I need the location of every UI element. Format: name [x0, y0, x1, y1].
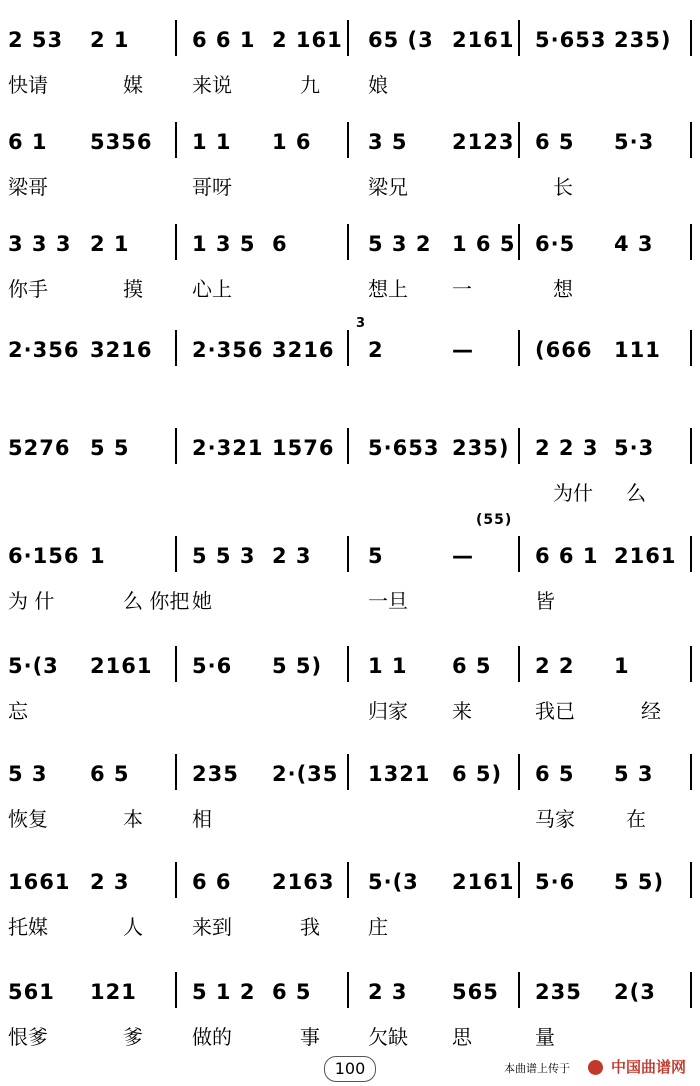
note-group: 2161 — [452, 28, 515, 52]
page-number: 100 — [324, 1056, 376, 1082]
barline — [690, 224, 692, 260]
note-group: 5·3 — [614, 436, 655, 460]
barline — [518, 862, 520, 898]
note-group: 561 — [8, 980, 55, 1004]
barline — [175, 646, 177, 682]
lyric: 来到 — [192, 915, 232, 939]
lyric: 想上 — [368, 277, 408, 301]
note-group: 5276 — [8, 436, 71, 460]
note-group: 6 6 — [192, 870, 232, 894]
note-group: 6 5 — [535, 762, 575, 786]
note-group: 5 3 2 — [368, 232, 432, 256]
barline — [518, 428, 520, 464]
note-group: 2161 — [452, 870, 515, 894]
note-group: 2 2 3 — [535, 436, 599, 460]
barline — [518, 20, 520, 56]
barline — [347, 224, 349, 260]
barline — [347, 862, 349, 898]
lyric: 为什 — [553, 481, 593, 505]
lyric: 么 — [626, 481, 646, 505]
lyric: 事 — [300, 1025, 320, 1049]
barline — [518, 224, 520, 260]
note-group: 5 5) — [272, 654, 323, 678]
barline — [175, 330, 177, 366]
score-line — [0, 852, 700, 956]
barline — [347, 536, 349, 572]
score-line — [0, 10, 700, 114]
lyric: 在 — [626, 807, 646, 831]
barline — [690, 862, 692, 898]
note-group: 2 3 — [90, 870, 130, 894]
note-group: 1 3 5 — [192, 232, 256, 256]
score-line — [0, 320, 700, 424]
lyric: 经 — [641, 699, 661, 723]
lyric: 忘 — [8, 699, 28, 723]
note-group: 1576 — [272, 436, 335, 460]
note-group: 2 2 — [535, 654, 575, 678]
note-group: 2 1 — [90, 28, 130, 52]
score-line — [0, 962, 700, 1066]
barline — [175, 122, 177, 158]
barline — [518, 536, 520, 572]
barline — [690, 646, 692, 682]
lyric: 我 — [300, 915, 320, 939]
barline — [518, 754, 520, 790]
lyric: 长 — [553, 175, 573, 199]
note-group: 2 161 — [272, 28, 343, 52]
score-line — [0, 526, 700, 630]
note-group: 2161 — [614, 544, 677, 568]
note-group: 565 — [452, 980, 499, 1004]
note-group: — — [452, 338, 474, 362]
lyric: 么 你把 — [123, 589, 190, 613]
barline — [175, 428, 177, 464]
note-group: 5 — [368, 544, 384, 568]
note-group: 235) — [452, 436, 510, 460]
note-group: 3 5 — [368, 130, 408, 154]
note-group: 2 3 — [272, 544, 312, 568]
note-group: 4 3 — [614, 232, 654, 256]
lyric: 梁兄 — [368, 175, 408, 199]
note-group: 5 3 — [614, 762, 654, 786]
note-group: 1 6 5 — [452, 232, 516, 256]
note-group: 5·6 — [535, 870, 576, 894]
note-group: 6 5 — [452, 654, 492, 678]
barline — [175, 224, 177, 260]
note-group: 3216 — [272, 338, 335, 362]
lyric: 庄 — [368, 915, 388, 939]
lyric: 量 — [535, 1025, 555, 1049]
barline — [175, 754, 177, 790]
note-group: 235) — [614, 28, 672, 52]
lyric: 马家 — [535, 807, 575, 831]
note-group: 6·5 — [535, 232, 576, 256]
note-group: 5·6 — [192, 654, 233, 678]
lyric: 来 — [452, 699, 472, 723]
note-group: 2·356 — [192, 338, 264, 362]
note-group: 2(3 — [614, 980, 656, 1004]
lyric: 一 — [452, 277, 472, 301]
barline — [347, 646, 349, 682]
note-group: 1 6 — [272, 130, 312, 154]
lyric: 恨爹 — [8, 1025, 48, 1049]
barline — [690, 536, 692, 572]
note-group: 1321 — [368, 762, 431, 786]
barline — [690, 20, 692, 56]
note-group: 5 3 — [8, 762, 48, 786]
note-group: 65 (3 — [368, 28, 434, 52]
lyric: 我已 — [535, 699, 575, 723]
note-group: 6 5 — [535, 130, 575, 154]
lyric: 皆 — [535, 589, 555, 613]
upload-note: 本曲谱上传于 — [504, 1062, 570, 1075]
barline — [518, 330, 520, 366]
barline — [347, 122, 349, 158]
lyric: 为 什 — [8, 589, 55, 613]
grace-note: (55) — [476, 512, 513, 528]
lyric: 快请 — [8, 73, 48, 97]
note-group: 6 1 — [8, 130, 48, 154]
note-group: 2 53 — [8, 28, 64, 52]
score-line — [0, 636, 700, 740]
note-group: 5 5 — [90, 436, 130, 460]
note-group: 6·156 — [8, 544, 80, 568]
barline — [690, 122, 692, 158]
note-group: 6 6 1 — [192, 28, 256, 52]
note-group: 2·356 — [8, 338, 80, 362]
lyric: 摸 — [123, 277, 143, 301]
lyric: 恢复 — [8, 807, 48, 831]
barline — [347, 754, 349, 790]
note-group: 235 — [535, 980, 582, 1004]
lyric: 爹 — [123, 1025, 143, 1049]
note-group: 111 — [614, 338, 661, 362]
note-group: 6 6 1 — [535, 544, 599, 568]
barline — [690, 754, 692, 790]
note-group: 6 5) — [452, 762, 503, 786]
barline — [518, 972, 520, 1008]
lyric: 托媒 — [8, 915, 48, 939]
note-group: 6 5 — [272, 980, 312, 1004]
brand-name: 中国曲谱网 — [610, 1058, 686, 1076]
barline — [690, 972, 692, 1008]
lyric: 媒 — [123, 73, 143, 97]
note-group: 3216 — [90, 338, 153, 362]
barline — [175, 20, 177, 56]
lyric: 本 — [123, 807, 143, 831]
lyric: 做的 — [192, 1025, 232, 1049]
score-line — [0, 214, 700, 318]
note-group: 5 5 3 — [192, 544, 256, 568]
lyric: 你手 — [8, 277, 48, 301]
barline — [347, 428, 349, 464]
note-group: 6 5 — [90, 762, 130, 786]
note-group: 1 1 — [368, 654, 408, 678]
lyric: 娘 — [368, 73, 388, 97]
note-group: 1 — [90, 544, 106, 568]
note-group: 2·(35 — [272, 762, 339, 786]
barline — [347, 20, 349, 56]
note-group: 3 3 3 — [8, 232, 72, 256]
barline — [347, 972, 349, 1008]
note-group: 2163 — [272, 870, 335, 894]
lyric: 想 — [553, 277, 573, 301]
barline — [175, 972, 177, 1008]
note-group: 2123 — [452, 130, 515, 154]
lyric: 欠缺 — [368, 1025, 408, 1049]
lyric: 她 — [192, 589, 212, 613]
note-group: — — [452, 544, 474, 568]
lyric: 九 — [300, 73, 320, 97]
lyric: 来说 — [192, 73, 232, 97]
barline — [175, 862, 177, 898]
fermata-note: 3 — [356, 316, 367, 331]
note-group: (666 — [535, 338, 593, 362]
score-line — [0, 418, 700, 522]
note-group: 235 — [192, 762, 239, 786]
lyric: 归家 — [368, 699, 408, 723]
note-group: 2 3 — [368, 980, 408, 1004]
score-line — [0, 112, 700, 216]
lyric: 一旦 — [368, 589, 408, 613]
lyric: 人 — [123, 915, 143, 939]
note-group: 5356 — [90, 130, 153, 154]
note-group: 2 1 — [90, 232, 130, 256]
note-group: 1 1 — [192, 130, 232, 154]
lyric: 哥呀 — [192, 175, 232, 199]
barline — [690, 428, 692, 464]
barline — [690, 330, 692, 366]
score-line — [0, 744, 700, 848]
note-group: 5·3 — [614, 130, 655, 154]
lyric: 梁哥 — [8, 175, 48, 199]
note-group: 5·(3 — [368, 870, 419, 894]
lyric: 思 — [452, 1025, 472, 1049]
barline — [175, 536, 177, 572]
brand-logo-icon — [588, 1060, 603, 1075]
note-group: 1661 — [8, 870, 71, 894]
note-group: 2·321 — [192, 436, 264, 460]
note-group: 121 — [90, 980, 137, 1004]
note-group: 2 — [368, 338, 384, 362]
barline — [518, 122, 520, 158]
note-group: 6 — [272, 232, 288, 256]
barline — [518, 646, 520, 682]
lyric: 相 — [192, 807, 212, 831]
note-group: 2161 — [90, 654, 153, 678]
note-group: 5·653 — [535, 28, 607, 52]
note-group: 5·653 — [368, 436, 440, 460]
lyric: 心上 — [192, 277, 232, 301]
note-group: 5 5) — [614, 870, 665, 894]
note-group: 5 1 2 — [192, 980, 256, 1004]
note-group: 5·(3 — [8, 654, 59, 678]
barline — [347, 330, 349, 366]
note-group: 1 — [614, 654, 630, 678]
brand-logo-text[interactable] — [588, 1058, 686, 1076]
